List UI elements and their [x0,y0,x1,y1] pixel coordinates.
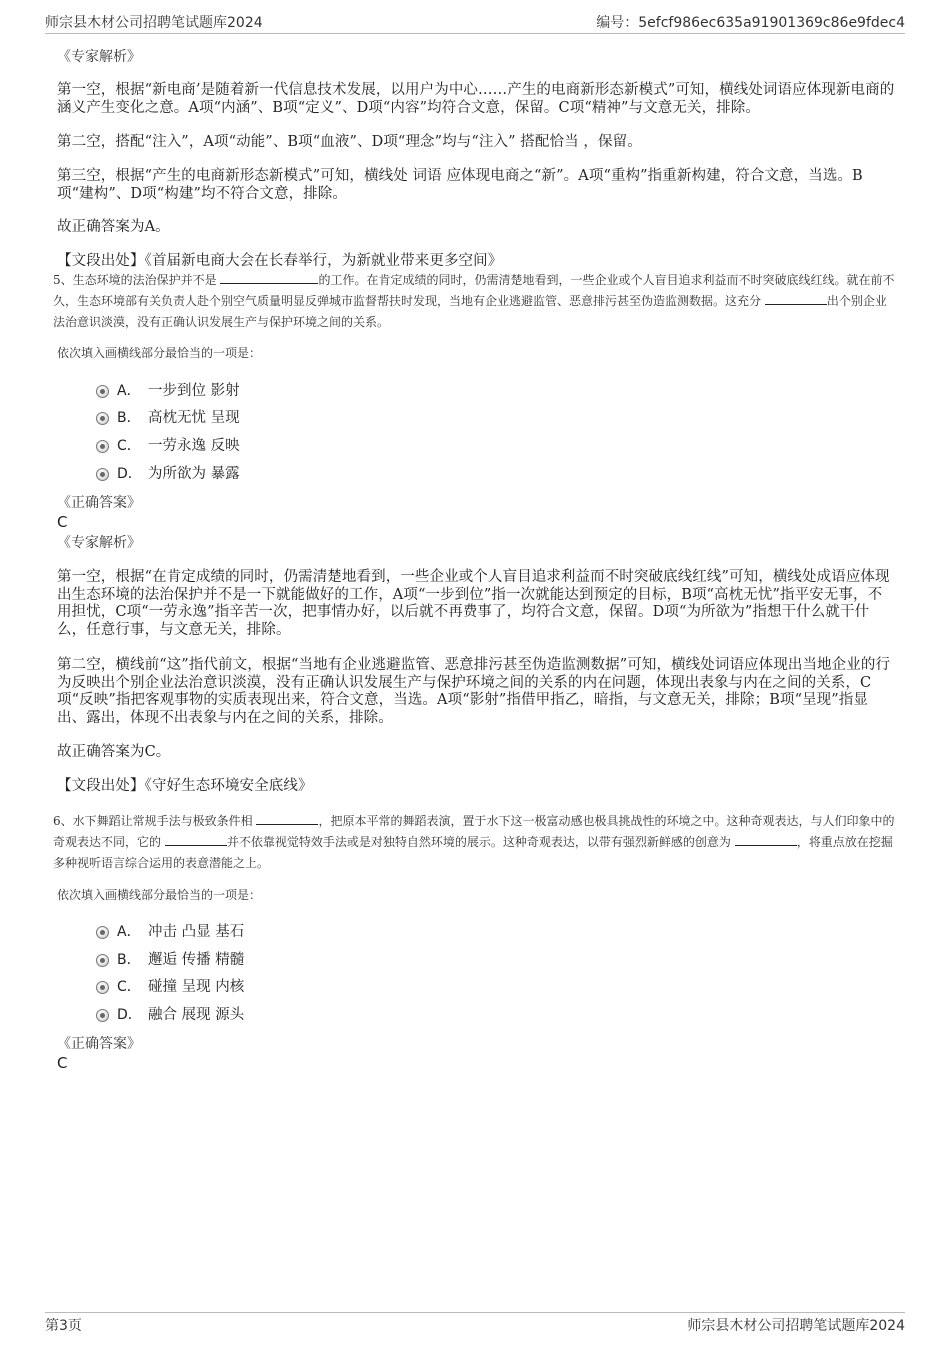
radio-icon[interactable] [96,468,109,481]
answer-blank [165,833,227,846]
radio-icon[interactable] [96,412,109,425]
option-letter: C． [117,438,141,454]
stem-text: ，把原本平常的舞蹈表演，置于水下这一极富动感也极具挑战性的环境之中。这种奇观表达，与人们印象中的奇观表达不同，它的 [53,814,895,849]
option-text: 碰撞 呈现 内核 [148,979,245,995]
correct-answer: C [57,1054,68,1072]
radio-icon[interactable] [96,981,109,994]
analysis-label: 《专家解析》 [57,49,141,65]
header-title: 师宗县木材公司招聘笔试题库2024 [45,15,263,31]
radio-icon[interactable] [96,954,109,967]
option-letter: B． [117,952,141,968]
analysis-paragraph: 第二空，横线前“这”指代前文，根据“当地有企业逃避监管、恶意排污甚至伪造监测数据”可知，横线处词语应体现出当地企业的行为反映出个别企业法治意识淡漠，没有正确认识发展生产与保护环境之间的关系的内在问题，体现出表象与内在之间的关系，C项“反映”指把客观事物的实质表现出来，符合文意，当选。A项“影射”指借甲指乙，暗指，与文意无关，排除；B项“呈现”指显出、露出，体现不出表象与内在之间的关系，排除。 [57,657,891,726]
stem-text: 的工作。在肯定成绩的同时，仍需清楚地看到，一些企业或个人盲目追求利益而不时突破底线红线。就在前不久，生态环境部有关负责人赴个别空气质量明显反弹城市监督帮扶时发现，当地有企业逃避监管、恶意排污甚至伪造监测数据。这充分 [53,273,895,308]
header-serial: 编号：5efcf986ec635a91901369c86e9fdec4 [596,15,905,31]
analysis-paragraph: 第二空，搭配“注入”，A项“动能”、B项“血液”、D项“理念”均与“注入” 搭配恰当 ，保留。 [57,134,642,150]
stem-text: 并不依靠视觉特效手法或是对独特自然环境的展示。这种奇观表达，以带有强烈新鲜感的创意为 [226,835,731,849]
option-letter: D． [117,1007,142,1023]
header-divider [45,33,905,34]
analysis-paragraph: 第三空，根据“产生的电商新形态新模式”可知，横线处 词语 应体现电商之“新”。A项“重构”指重新构建，符合文意，当选。B项“建构”、D项“构建”均不符合文意，排除。 [57,168,863,202]
analysis-paragraph: 第一空，根据“在肯定成绩的同时，仍需清楚地看到，一些企业或个人盲目追求利益而不时突破底线红线”可知，横线处成语应体现出生态环境的法治保护并不是一下就能做好的工作，A项“一步到位”指一次就能达到预定的目标，B项“高枕无忧”指平安无事，不用担忧，C项“一劳永逸”指辛苦一次，把事情办好，以后就不再费事了，均符合文意，保留。D项“为所欲为”指想干什么就干什么，任意行事，与文意无关，排除。 [57,569,890,638]
radio-icon[interactable] [96,1009,109,1022]
answer-label: 《正确答案》 [57,495,141,511]
conclusion: 故正确答案为A。 [57,219,170,235]
stem-text: ，将重点放在挖掘多种视听语言综合运用的表意潜能之上。 [53,835,893,870]
option-text: 高枕无忧 呈现 [148,410,240,426]
footer-title: 师宗县木材公司招聘笔试题库2024 [687,1318,905,1334]
source-citation: 【文段出处】《守好生态环境安全底线》 [57,778,313,794]
stem-text: 出个别企业法治意识淡漠，没有正确认识发展生产与保护环境之间的关系。 [53,294,887,329]
stem-text: 5、生态环境的法治保护并不是 [53,273,217,287]
page-number: 第3页 [45,1318,82,1334]
option-text: 冲击 凸显 基石 [148,924,245,940]
answer-blank [256,812,318,825]
analysis-label: 《专家解析》 [57,535,141,551]
option-letter: C． [117,979,141,995]
answer-blank [735,833,797,846]
option-letter: A． [117,924,141,940]
option-text: 一劳永逸 反映 [148,438,240,454]
source-citation: 【文段出处】《首届新电商大会在长春举行，为新就业带来更多空间》 [57,253,503,269]
page-footer [45,1315,905,1333]
question-prompt: 依次填入画横线部分最恰当的一项是： [57,346,262,360]
option-letter: B． [117,410,141,426]
page-header [45,12,905,30]
option-text: 为所欲为 暴露 [148,466,240,482]
conclusion: 故正确答案为C。 [57,744,171,760]
stem-text: 6、水下舞蹈让常规手法与极致条件相 [53,814,253,828]
radio-icon[interactable] [96,385,109,398]
option-letter: D． [117,466,142,482]
option-letter: A． [117,383,141,399]
question-prompt: 依次填入画横线部分最恰当的一项是： [57,888,262,902]
radio-icon[interactable] [96,440,109,453]
correct-answer: C [57,513,68,531]
answer-blank [220,271,318,284]
answer-label: 《正确答案》 [57,1036,141,1052]
question-stem [53,270,895,333]
analysis-paragraph: 第一空，根据“新电商’是随着新一代信息技术发展，以用户为中心……产生的电商新形态新模式”可知，横线处词语应体现新电商的涵义产生变化之意。A项“内涵”、B项“定义”、D项“内容”均符合文意，保留。C项“精神”与文意无关，排除。 [57,82,895,116]
option-text: 一步到位 影射 [148,383,240,399]
answer-blank [765,292,827,305]
question-stem [53,811,895,874]
option-text: 邂逅 传播 精髓 [148,952,245,968]
option-text: 融合 展现 源头 [148,1007,245,1023]
footer-divider [45,1312,905,1313]
radio-icon[interactable] [96,926,109,939]
